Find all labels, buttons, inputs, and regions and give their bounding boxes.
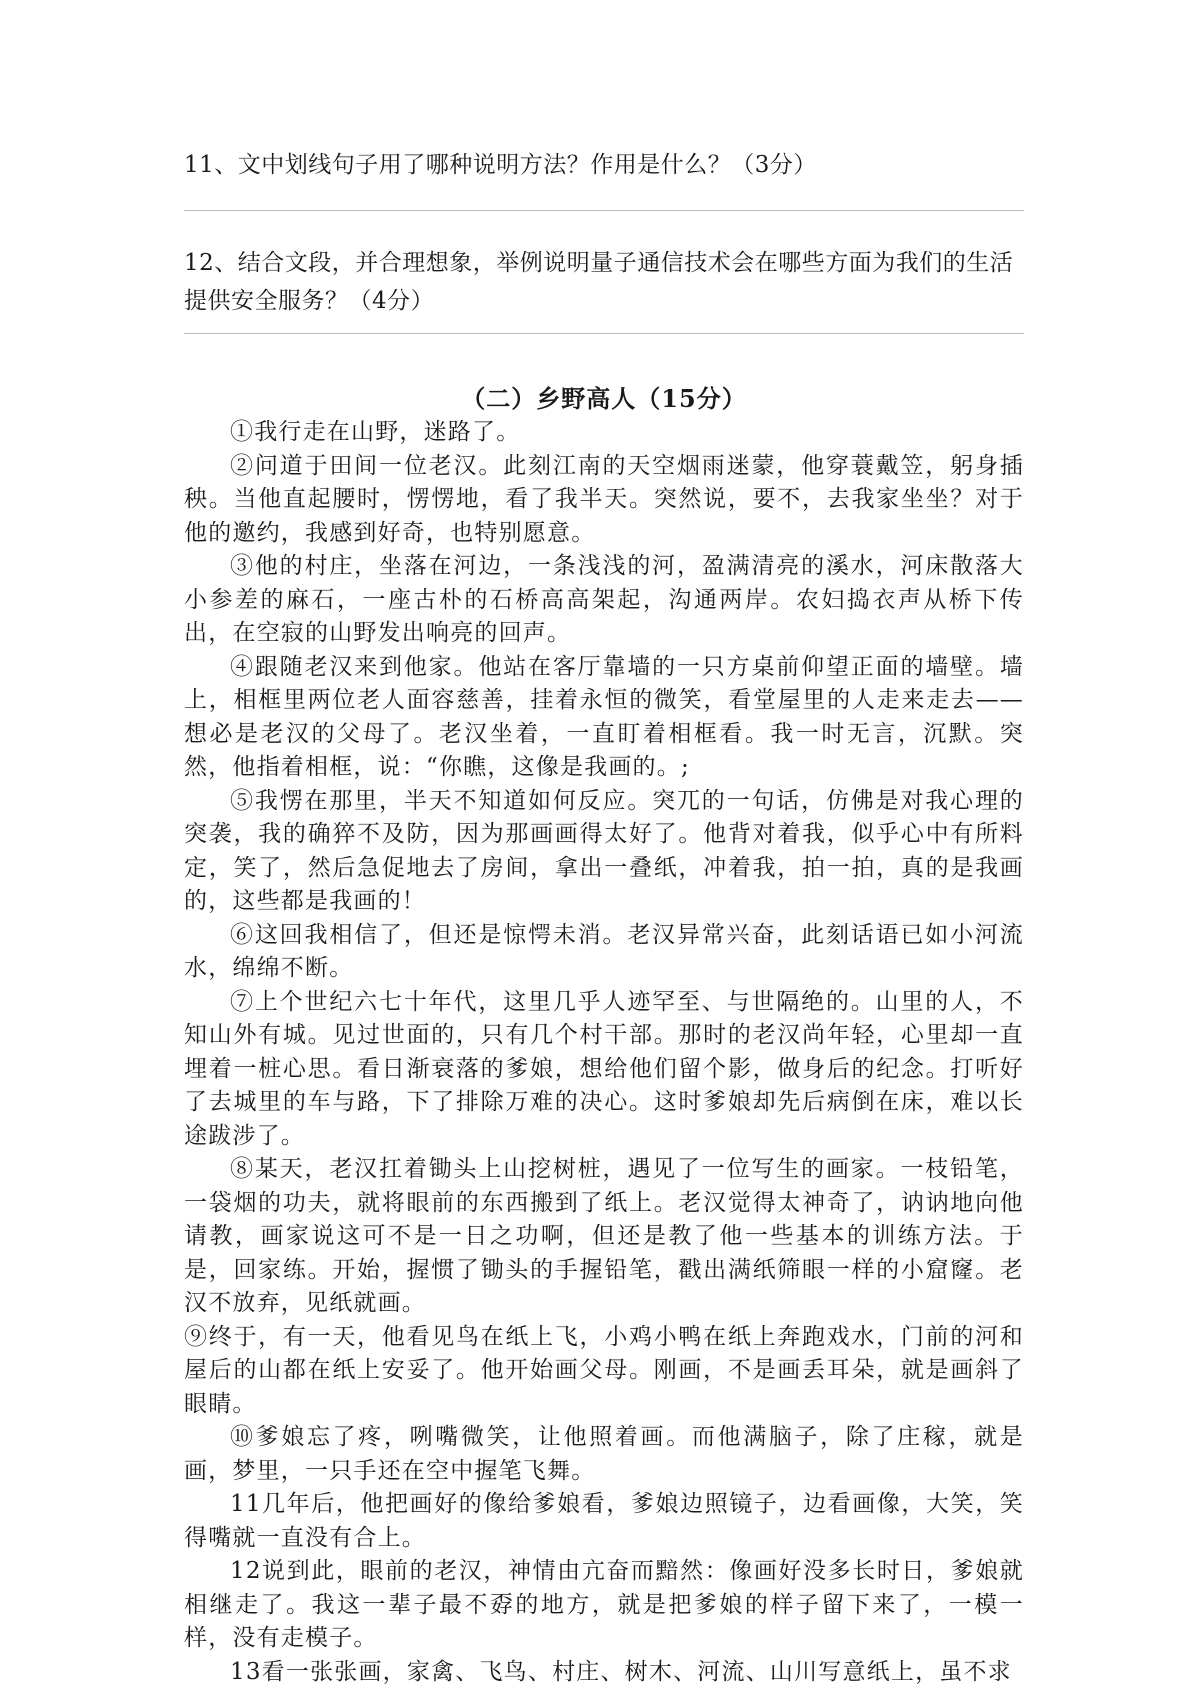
question-11: 11、文中划线句子用了哪种说明方法？作用是什么？（3分） <box>184 152 817 178</box>
section-title: （二）乡野高人（15分） <box>461 384 747 413</box>
question-12: 12、结合文段，并合理想象，举例说明量子通信技术会在哪些方面为我们的生活提供安全服务？（4分） <box>184 250 1014 314</box>
paragraph: ③他的村庄，坐落在河边，一条浅浅的河，盈满清亮的溪水，河床散落大小参差的麻石，一座古朴的石桥高高架起，沟通两岸。农妇捣衣声从桥下传出，在空寂的山野发出响亮的回声。 <box>184 553 1024 646</box>
paragraph: 11几年后，他把画好的像给爹娘看，爹娘边照镜子，边看画像，大笑，笑得嘴就一直没有合上。 <box>184 1491 1024 1551</box>
paragraph: ②问道于田间一位老汉。此刻江南的天空烟雨迷蒙，他穿蓑戴笠，躬身插秧。当他直起腰时，愣愣地，看了我半天。突然说，要不，去我家坐坐？对于他的邀约，我感到好奇，也特别愿意。 <box>184 452 1024 546</box>
paragraph: 13看一张张画，家禽、飞鸟、村庄、树木、河流、山川写意纸上，虽不求 <box>230 1658 1012 1685</box>
paragraph: ⑧某天，老汉扛着锄头上山挖树桩，遇见了一位写生的画家。一枝铅笔，一袋烟的功夫，就将眼前的东西搬到了纸上。老汉觉得太神奇了，讷讷地向他请教，画家说这可不是一日之功啊，但还是教了他一些基本的训练方法。于是，回家练。开始，握惯了锄头的手握铅笔，戳出满纸筛眼一样的小窟窿。老汉不放弃，见纸就画。 <box>184 1156 1024 1316</box>
paragraph: 12说到此，眼前的老汉，神情由亢奋而黯然：像画好没多长时日，爹娘就相继走了。我这一辈子最不孬的地方，就是把爹娘的样子留下来了，一模一样，没有走模子。 <box>184 1558 1024 1651</box>
paragraph: ④跟随老汉来到他家。他站在客厅靠墙的一只方桌前仰望正面的墙壁。墙上，相框里两位老人面容慈善，挂着永恒的微笑，看堂屋里的人走来走去——想必是老汉的父母了。老汉坐着，一直盯着相框看。我一时无言，沉默。突然，他指着相框，说：“你瞧，这像是我画的。; <box>184 653 1024 780</box>
paragraph: ①我行走在山野，迷路了。 <box>230 419 521 445</box>
paragraph: ⑦上个世纪六七十年代，这里几乎人迹罕至、与世隔绝的。山里的人，不知山外有城。见过世面的，只有几个村干部。那时的老汉尚年轻，心里却一直埋着一桩心思。看日渐衰落的爹娘，想给他们留个影，做身后的纪念。打听好了去城里的车与路，下了排除万难的决心。这时爹娘却先后病倒在床，难以长途跋涉了。 <box>184 988 1024 1149</box>
paragraph: ⑤我愣在那里，半天不知道如何反应。突兀的一句话，仿佛是对我心理的突袭，我的确猝不及防，因为那画画得太好了。他背对着我，似乎心中有所料定，笑了，然后急促地去了房间，拿出一叠纸，冲着我，拍一拍，真的是我画的，这些都是我画的！ <box>184 787 1024 914</box>
article-body <box>184 416 1024 1689</box>
answer-line-12[interactable] <box>184 333 1024 334</box>
paragraph: ⑨终于，有一天，他看见鸟在纸上飞，小鸡小鸭在纸上奔跑戏水，门前的河和屋后的山都在纸上安妥了。他开始画父母。刚画，不是画丢耳朵，就是画斜了眼睛。 <box>184 1323 1024 1417</box>
answer-line-11[interactable] <box>184 210 1024 211</box>
paragraph: ⑩爹娘忘了疼，咧嘴微笑，让他照着画。而他满脑子，除了庄稼，就是画，梦里，一只手还在空中握笔飞舞。 <box>184 1424 1024 1484</box>
paragraph: ⑥这回我相信了，但还是惊愕未消。老汉异常兴奋，此刻话语已如小河流水，绵绵不断。 <box>184 921 1024 981</box>
